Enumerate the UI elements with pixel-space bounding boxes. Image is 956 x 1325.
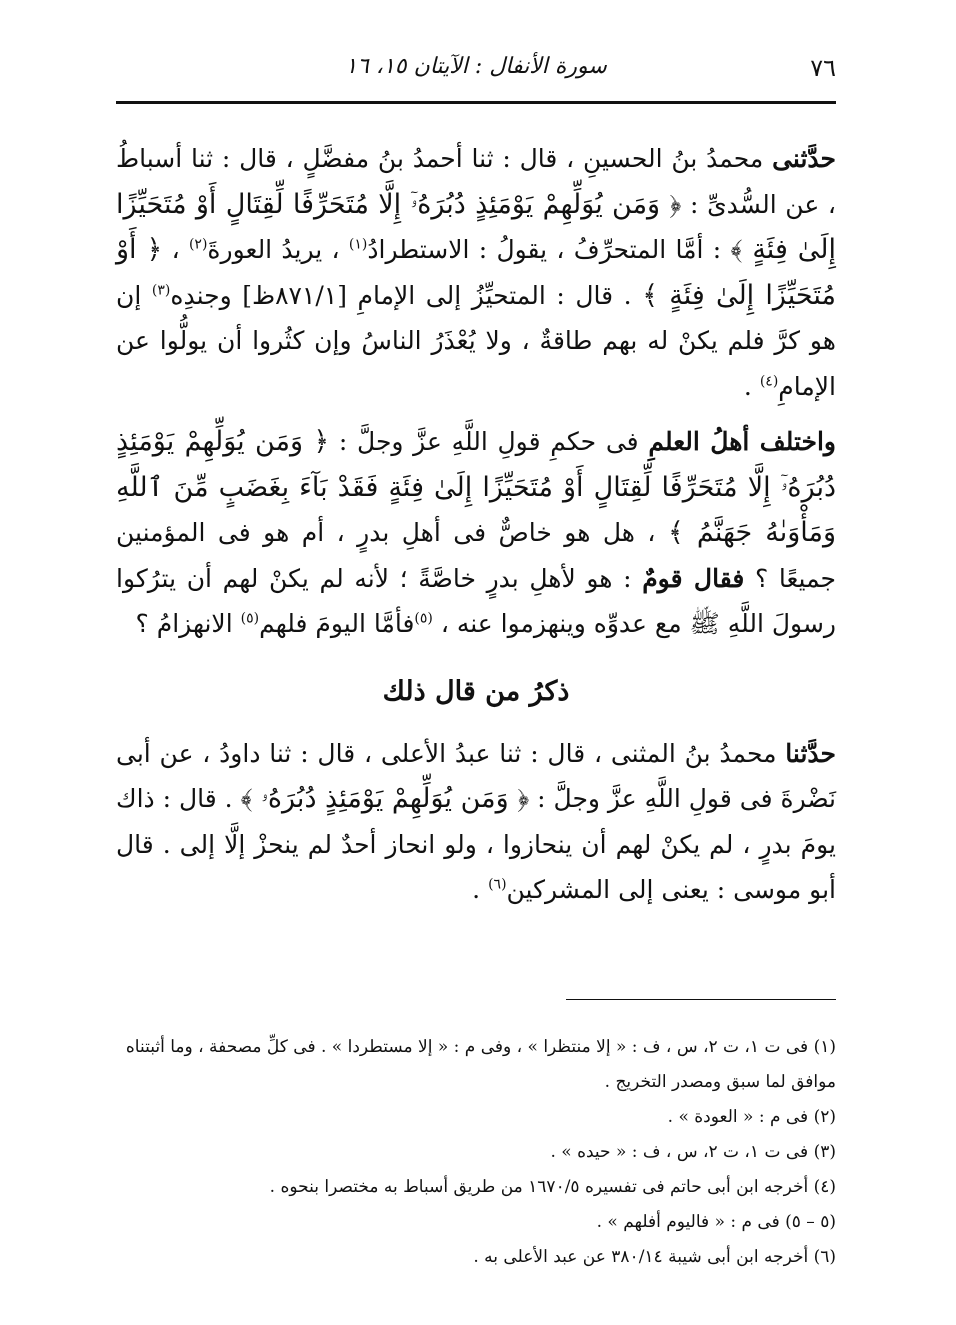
text-segment: . قال : المتحيِّزُ إلى الإمامِ [٨٧١/١ظ] وجندِه [170, 280, 643, 310]
footnote-ref: (٣) [151, 282, 171, 299]
text-segment: . [743, 371, 760, 401]
text-segment: . قال : ذاك يومَ بدرٍ ، لم يكنْ لهم أن ينحازوا ، ولو انحاز أحدٌ لم ينحزْ إلَّا إلى . قال أبو موسى : يعنى إلى المشركين [116, 784, 836, 904]
running-title: سورة الأنفال : الآيتان ١٥، ١٦ [345, 54, 607, 79]
quran-quote: ﴿ وَمَن يُوَلِّهِمْ يَوْمَئِذٍ دُبُرَهُۥ ﴾ [240, 783, 530, 814]
footnote-2: (٢) فى م : « العودة » . [667, 1107, 836, 1127]
footnote-ref: (٦) [488, 876, 507, 893]
text-segment: ، [162, 235, 189, 264]
text-segment: محمدُ بنُ الحسينِ ، قال : ثنا أحمدُ بنُ مفضَّلٍ ، قال : ثنا أسباطُ ، عن السُّدىِّ : [116, 144, 836, 219]
header-rule [116, 101, 836, 104]
footnotes [116, 1030, 836, 1275]
paragraph-2 [116, 419, 836, 647]
footnote-4: (٤) أخرجه ابن أبى حاتم فى تفسيره ١٦٧٠/٥ من طريق أسباط به مختصرا بنحوه . [269, 1177, 836, 1197]
narration-lead: حدَّثنا [785, 738, 836, 768]
text-segment: : أمَّا المتحرِّفُ ، يقولُ : الاستطرادُ [367, 235, 731, 264]
text-segment: ، يريدُ العورةَ [207, 235, 349, 264]
narration-lead: حدَّثنى [772, 144, 836, 173]
quran-quote: ﴿ وَمَن يُوَلِّهِمْ يَوْمَئِذٍ دُبُرَهُۥٓ إِلَّا مُتَحَرِّفًا لِّقِتَالٍ أَوْ مُتَحَيِّزًا إِلَىٰ فِئَةٍ ﴾ [116, 188, 837, 265]
narration-lead: واختلف أهلُ العلمِ [648, 427, 836, 456]
paragraph-3 [116, 731, 836, 913]
opinion-lead: فقال قومٌ [642, 563, 745, 593]
text-segment: ، هل هو خاصٌّ فى أهلِ بدرٍ ، أم هو فى المؤمنين جميعًا ؟ [116, 518, 836, 593]
quran-quote: ﴿ أَوْ مُتَحَيِّزًا إِلَىٰ فِئَةٍ ﴾ [116, 234, 836, 311]
footnote-1: (١) فى ت ١، ت ٢، س ، ف : « إلا منتظرا » ، وفى م : « إلا مستطردا » . فى كلِّ مصحفة ، وما أثبتناه موافق لما سبق ومصدر التخريج . [125, 1037, 836, 1092]
text-segment: إن هو كرَّ فلم يكنْ له بهم طاقةٌ ، ولا يُعْذَرُ الناسُ وإن كثُروا أن يولُّوا عن الإمامِ [116, 280, 836, 401]
paragraph-1 [116, 136, 836, 409]
page-number: ٧٦ [810, 54, 836, 82]
text-segment: فى حكمِ قولِ اللَّهِ عزَّ وجلَّ : [329, 427, 649, 456]
footnote-6: (٦) أخرجه ابن أبى شيبة ٣٨٠/١٤ عن عبد الأعلى به . [473, 1247, 836, 1267]
text-segment: الانهزامُ ؟ [135, 609, 241, 638]
section-heading: ذكرُ من قال ذلك [382, 675, 570, 707]
quran-quote: ﴿ وَمَن يُوَلِّهِمْ يَوْمَئِذٍ دُبُرَهُۥٓ إِلَّا مُتَحَرِّفًا لِّقِتَالٍ أَوْ مُتَحَيِّزًا إِلَىٰ فِئَةٍ فَقَدْ بَآءَ بِغَضَبٍ مِّنَ ٱللَّهِ وَمَأْوَىٰهُ جَهَنَّمُ ﴾ [116, 426, 836, 548]
footnote-ref: (١) [348, 236, 368, 253]
main-text [116, 136, 836, 913]
page-header [116, 52, 836, 92]
footnote-5: (٥ – ٥) فى م : « فاليوم أفلهم » . [596, 1212, 836, 1232]
text-segment: . [472, 875, 489, 904]
footnote-ref: (٥) [240, 610, 260, 627]
text-segment: : هو لأهلِ بدرٍ خاصَّةً ؛ لأنه لم يكنْ لهم أن يترُكوا رسولَ اللَّهِ ﷺ مع عدوِّه وينهزموا عنه ، [116, 563, 836, 638]
footnote-ref: (٤) [759, 373, 779, 390]
text-segment: محمدُ بنُ المثنى ، قال : ثنا عبدُ الأعلى ، قال : ثنا داودُ ، عن أبى نَضْرةَ فى قولِ اللَّهِ عزَّ وجلَّ : [116, 738, 837, 813]
text-segment: فأمَّا اليومَ فلهم [259, 609, 415, 638]
footnote-ref: (٥) [414, 610, 433, 627]
footnote-rule [566, 999, 836, 1000]
footnote-ref: (٢) [188, 236, 208, 253]
footnote-3: (٣) فى ت ١، ت ٢، س ، ف : « حيده » . [550, 1142, 836, 1162]
